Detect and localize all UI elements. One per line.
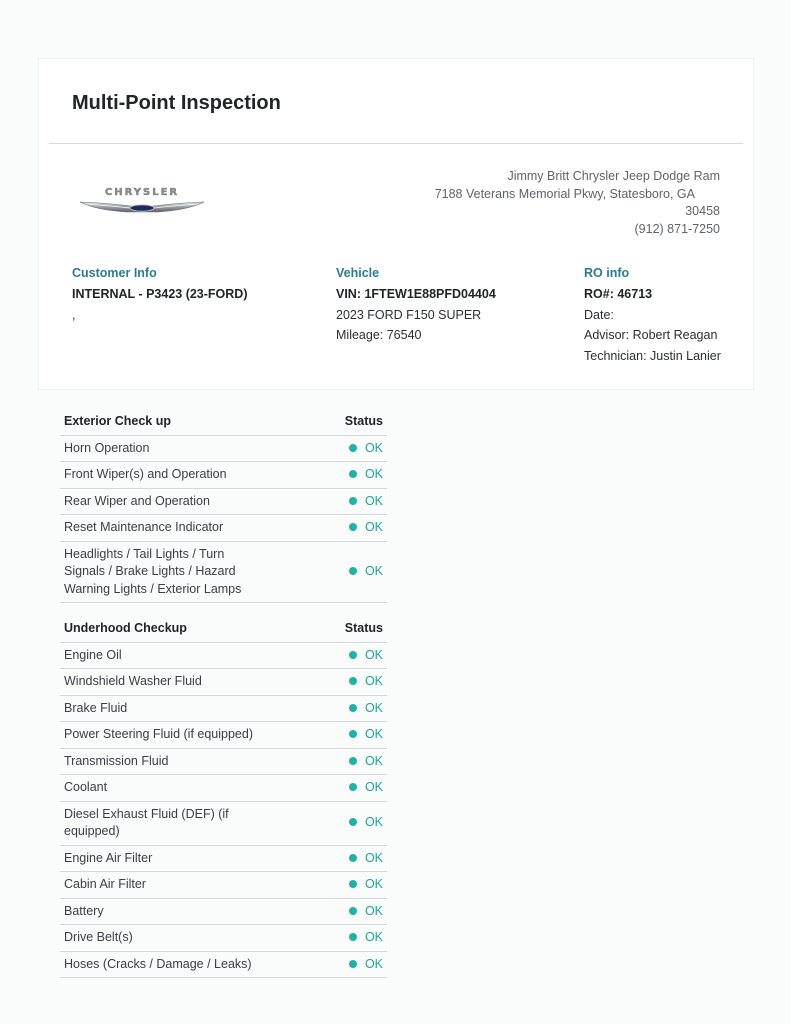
status-dot-icon <box>349 677 357 685</box>
inspection-item-name: Reset Maintenance Indicator <box>60 515 260 542</box>
chrysler-logo <box>78 182 206 218</box>
inspection-item-name: Cabin Air Filter <box>60 872 260 899</box>
vehicle-info <box>336 263 566 346</box>
inspection-item-name: Front Wiper(s) and Operation <box>60 462 260 489</box>
inspection-status <box>260 541 387 603</box>
status-label: OK <box>364 700 383 715</box>
underhood-header: Underhood Checkup <box>60 615 260 642</box>
inspection-status <box>260 488 387 515</box>
inspection-item-name: Power Steering Fluid (if equipped) <box>60 722 260 749</box>
status-label: OK <box>364 674 383 688</box>
status-label: OK <box>364 520 383 534</box>
inspection-status <box>260 872 387 899</box>
inspection-item-name: Rear Wiper and Operation <box>60 488 260 515</box>
customer-address: , <box>72 307 76 322</box>
table-row <box>60 488 387 515</box>
table-row <box>60 845 387 872</box>
table-row <box>60 925 387 952</box>
status-label: OK <box>364 956 383 971</box>
dealer-phone: (912) 871-7250 <box>634 221 720 236</box>
table-row <box>60 748 387 775</box>
table-row <box>60 515 387 542</box>
exterior-header: Exterior Check up <box>60 408 260 435</box>
ro-date: Date: <box>584 307 614 322</box>
table-row <box>60 541 387 603</box>
inspection-item-name: Drive Belt(s) <box>60 925 260 952</box>
status-dot-icon <box>349 567 357 575</box>
inspection-item-name: Engine Oil <box>60 642 260 669</box>
status-dot-icon <box>349 730 357 738</box>
status-label: OK <box>364 815 383 830</box>
status-dot-icon <box>349 960 357 968</box>
inspection-status <box>260 951 387 978</box>
status-label: OK <box>364 493 383 508</box>
status-dot-icon <box>349 757 357 765</box>
ro-number: RO#: 46713 <box>584 287 653 302</box>
status-dot-icon <box>349 880 357 888</box>
inspection-item-name: Engine Air Filter <box>60 845 260 872</box>
vehicle-mileage: Mileage: 76540 <box>336 328 422 343</box>
status-dot-icon <box>349 651 357 659</box>
inspection-item-name: Horn Operation <box>60 435 260 462</box>
inspection-item-name: Hoses (Cracks / Damage / Leaks) <box>60 951 260 978</box>
dealer-info <box>420 168 720 238</box>
inspection-status <box>260 722 387 749</box>
customer-info <box>72 263 312 325</box>
vehicle-model: 2023 FORD F150 SUPER <box>336 307 482 322</box>
table-row <box>60 801 387 845</box>
table-row <box>60 669 387 696</box>
inspection-status <box>260 642 387 669</box>
inspection-status <box>260 462 387 489</box>
inspection-item-name: Coolant <box>60 775 260 802</box>
status-dot-icon <box>349 523 357 531</box>
status-dot-icon <box>349 854 357 862</box>
status-dot-icon <box>349 933 357 941</box>
status-label: OK <box>364 850 383 865</box>
inspection-item-name: Transmission Fluid <box>60 748 260 775</box>
ro-heading: RO info <box>584 266 630 280</box>
chrysler-wordmark: CHRYSLER <box>104 187 180 198</box>
table-row <box>60 775 387 802</box>
customer-heading: Customer Info <box>72 266 157 280</box>
status-dot-icon <box>349 444 357 452</box>
status-dot-icon <box>349 704 357 712</box>
customer-name: INTERNAL - P3423 (23-FORD) <box>72 287 248 302</box>
inspection-status <box>260 515 387 542</box>
status-label: OK <box>364 467 383 481</box>
inspection-status <box>260 695 387 722</box>
status-dot-icon <box>349 818 357 826</box>
inspection-status <box>260 801 387 845</box>
inspection-status <box>260 435 387 462</box>
vehicle-vin: VIN: 1FTEW1E88PFD04404 <box>336 287 496 302</box>
table-row <box>60 642 387 669</box>
inspection-status <box>260 669 387 696</box>
status-label: OK <box>364 753 383 768</box>
dealer-address: 7188 Veterans Memorial Pkwy, Statesboro, GA <box>434 186 695 201</box>
status-dot-icon <box>349 783 357 791</box>
table-row <box>60 898 387 925</box>
table-row <box>60 695 387 722</box>
inspection-status <box>260 898 387 925</box>
status-label: OK <box>364 903 383 918</box>
page-title: Multi-Point Inspection <box>72 92 281 114</box>
dealer-zip: 30458 <box>685 204 720 218</box>
status-dot-icon <box>349 907 357 915</box>
status-label: OK <box>364 440 383 455</box>
dealer-name: Jimmy Britt Chrysler Jeep Dodge Ram <box>507 169 720 183</box>
inspection-item-name: Diesel Exhaust Fluid (DEF) (if equipped) <box>60 801 260 845</box>
inspection-item-name: Brake Fluid <box>60 695 260 722</box>
status-label: OK <box>364 780 383 794</box>
table-row <box>60 722 387 749</box>
status-label: OK <box>364 564 383 578</box>
status-dot-icon <box>349 470 357 478</box>
inspection-status <box>260 845 387 872</box>
table-row <box>60 435 387 462</box>
table-row <box>60 951 387 978</box>
status-label: OK <box>364 727 383 741</box>
status-label: OK <box>364 877 383 891</box>
table-row <box>60 872 387 899</box>
table-row <box>60 462 387 489</box>
underhood-rows <box>60 642 387 978</box>
exterior-checkup-table <box>60 408 387 603</box>
header-divider <box>49 143 743 144</box>
status-dot-icon <box>349 497 357 505</box>
ro-technician: Technician: Justin Lanier <box>584 348 721 363</box>
exterior-status-header: Status <box>260 408 387 435</box>
ro-advisor: Advisor: Robert Reagan <box>584 328 718 343</box>
exterior-rows <box>60 435 387 603</box>
inspection-item-name: Headlights / Tail Lights / Turn Signals / Brake Lights / Hazard Warning Lights / Exterior Lamps <box>60 541 260 603</box>
inspection-status <box>260 925 387 952</box>
inspection-status <box>260 775 387 802</box>
vehicle-heading: Vehicle <box>336 266 380 280</box>
inspection-item-name: Battery <box>60 898 260 925</box>
underhood-status-header: Status <box>260 615 387 642</box>
inspection-status <box>260 748 387 775</box>
status-label: OK <box>364 647 383 662</box>
ro-info <box>584 263 744 366</box>
inspection-item-name: Windshield Washer Fluid <box>60 669 260 696</box>
status-label: OK <box>364 930 383 944</box>
underhood-checkup-table <box>60 615 387 978</box>
